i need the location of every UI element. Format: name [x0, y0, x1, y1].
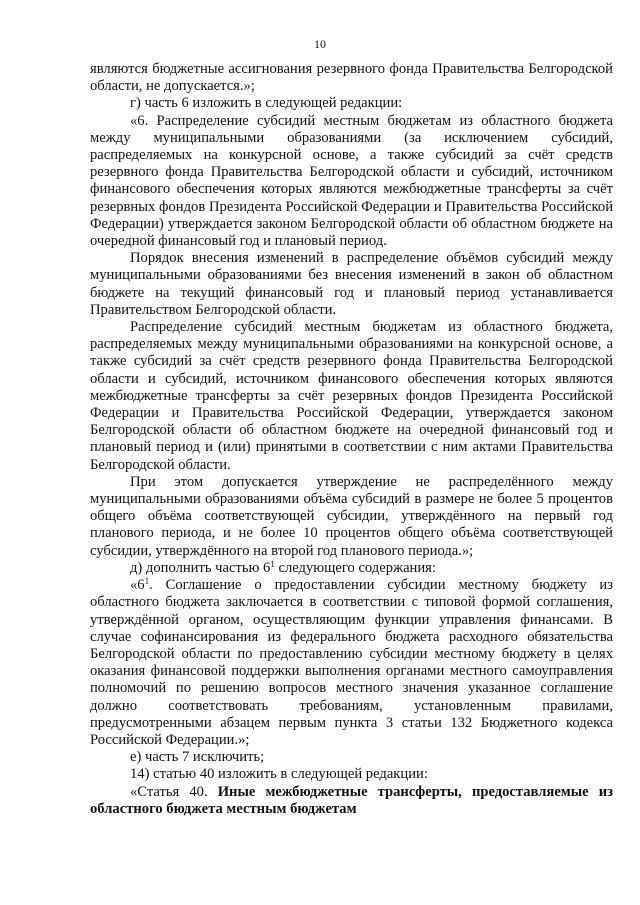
item-d-superscript: 1 [270, 558, 275, 569]
paragraph-article-40 [90, 784, 613, 818]
paragraph-item-g: г) часть 6 изложить в следующей редакции: [130, 95, 403, 112]
page-number: 10 [314, 37, 326, 51]
article-40-label: «Статья 40. [130, 783, 218, 800]
paragraph-item-14: 14) статью 40 изложить в следующей редакции: [130, 766, 428, 783]
paragraph-undistributed-volume: При этом допускается утверждение не распределённого между муниципальными образованиями объёма субсидий в размере не более 5 процентов общего объёма соответствующей субсидии, утверждённого на первый год планового периода, и не более 10 процентов общего объёма соответствующей субсидии, утверждённого на второй год планового периода.»; [90, 473, 613, 559]
paragraph-competitive-distribution: Распределение субсидий местным бюджетам из областного бюджета, распределяемых между муниципальными образованиями на конкурсной основе, а также субсидий за счёт средств резервного фонда Правительства Белгородской области и субсидий, источником финансового обеспечения которых являются межбюджетные трансферты за счёт резервных фондов Президента Российской Федерации и Правительства Российской Федерации, утверждается законом Белгородской области об областном бюджете на очередной финансовый год и плановый период и (или) принятыми в соответствии с ним актами Правительства Белгородской области. [90, 319, 613, 473]
part-6-1-number: «6 [130, 577, 145, 594]
part-6-1-text: . Соглашение о предоставлении субсидии местному бюджету из областного бюджета заключается в соответствии с типовой формой соглашения, утверждённой органом, осуществляющим функции управления финансами. В случае софинансирования из федерального бюджета расходного обязательства Белгородской области по предоставлению субсидии местному бюджету в целях оказания финансовой поддержки выполнения органами местного самоуправления полномочий по решению вопросов местного значения указанное соглашение должно соответствовать требованиям, установленным правилами, предусмотренными абзацем первым пункта 3 статьи 132 Бюджетного кодекса Российской Федерации.»; [90, 577, 613, 748]
item-d-text: д) дополнить частью 6 [130, 559, 271, 576]
paragraph-part-6-1 [90, 577, 613, 749]
part-6-1-superscript: 1 [144, 576, 150, 587]
document-body [90, 61, 613, 818]
paragraph-item-e: е) часть 7 исключить; [130, 749, 265, 766]
item-d-tail: следующего содержания: [274, 559, 436, 576]
paragraph-continuation: являются бюджетные ассигнования резервного фонда Правительства Белгородской области, не допускается.»; [90, 61, 613, 95]
paragraph-part-6: «6. Распределение субсидий местным бюджетам из областного бюджета между муниципальными образованиями (за исключением субсидий, распределяемых на конкурсной основе, а также субсидий за счёт средств резервного фонда Правительства Белгородской области и субсидий, источником финансового обеспечения которых являются межбюджетные трансферты за счёт резервных фондов Президента Российской Федерации и Правительства Российской Федерации) утверждается законом Белгородской области об областном бюджете на очередной финансовый год и плановый период. [90, 112, 613, 250]
article-40-title: Иные межбюджетные трансферты, предоставляемые из областного бюджета местным бюджетам [90, 783, 613, 817]
paragraph-item-d [90, 560, 613, 577]
paragraph-change-procedure: Порядок внесения изменений в распределение объёмов субсидий между муниципальными образованиями без внесения изменений в закон об областном бюджете на текущий финансовый год и плановый период устанавливается Правительством Белгородской области. [90, 250, 613, 318]
